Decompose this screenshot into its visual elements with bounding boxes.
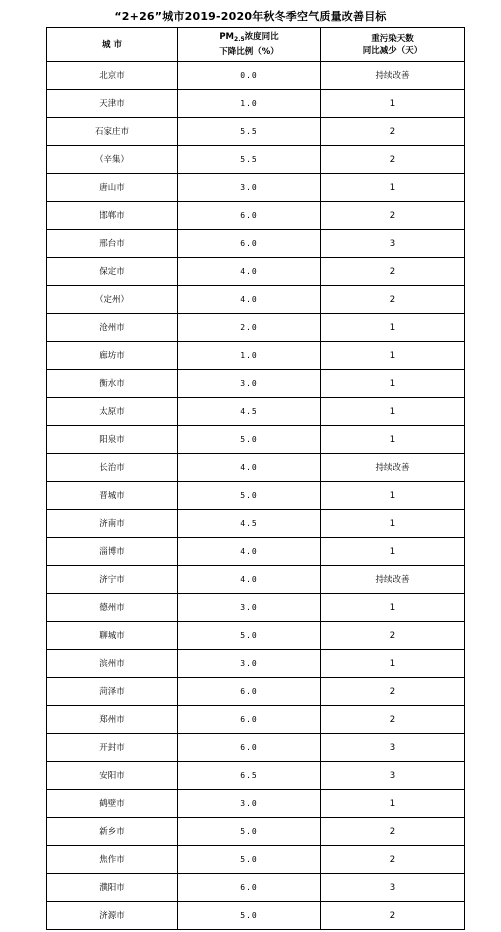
- targets-table: [46, 27, 465, 930]
- pm-reduction-cell: 1.0: [178, 90, 321, 118]
- pollution-days-cell: 1: [321, 538, 465, 566]
- header-pm-prefix: PM: [219, 32, 235, 42]
- pollution-days-cell: 1: [321, 510, 465, 538]
- city-cell: 沧州市: [47, 314, 178, 342]
- table-row: [47, 482, 465, 510]
- table-row: [47, 678, 465, 706]
- pm-reduction-cell: 5.0: [178, 622, 321, 650]
- table-row: [47, 230, 465, 258]
- table-row: [47, 706, 465, 734]
- header-pollution-days: [321, 28, 465, 62]
- pm-reduction-cell: 5.0: [178, 818, 321, 846]
- pollution-days-cell: 1: [321, 90, 465, 118]
- header-pm-suffix: 浓度同比: [244, 32, 279, 42]
- pollution-days-cell: 2: [321, 846, 465, 874]
- city-cell: 菏泽市: [47, 678, 178, 706]
- city-cell: 鹤壁市: [47, 790, 178, 818]
- pm-reduction-cell: 3.0: [178, 370, 321, 398]
- pollution-days-cell: 1: [321, 594, 465, 622]
- city-cell: 淄博市: [47, 538, 178, 566]
- table-row: [47, 762, 465, 790]
- pollution-days-cell: 1: [321, 650, 465, 678]
- city-cell: 济源市: [47, 902, 178, 930]
- pollution-days-cell: 2: [321, 622, 465, 650]
- pollution-days-cell: 3: [321, 762, 465, 790]
- table-row: [47, 174, 465, 202]
- pm-reduction-cell: 6.0: [178, 202, 321, 230]
- table-title: “2+26”城市2019-2020年秋冬季空气质量改善目标: [114, 10, 387, 23]
- table-row: [47, 818, 465, 846]
- pollution-days-cell: 1: [321, 790, 465, 818]
- table-row: [47, 902, 465, 930]
- pollution-days-cell: 1: [321, 482, 465, 510]
- table-row: [47, 62, 465, 90]
- table-row: [47, 454, 465, 482]
- city-cell: 北京市: [47, 62, 178, 90]
- pm-reduction-cell: 5.0: [178, 902, 321, 930]
- pm-reduction-cell: 3.0: [178, 790, 321, 818]
- pm-reduction-cell: 5.0: [178, 426, 321, 454]
- city-cell: （辛集）: [47, 146, 178, 174]
- pm-reduction-cell: 5.0: [178, 482, 321, 510]
- city-cell: 濮阳市: [47, 874, 178, 902]
- table-row: [47, 734, 465, 762]
- pm-reduction-cell: 4.0: [178, 538, 321, 566]
- city-cell: 长治市: [47, 454, 178, 482]
- pm-reduction-cell: 4.0: [178, 566, 321, 594]
- table-row: [47, 426, 465, 454]
- pollution-days-cell: 持续改善: [321, 62, 465, 90]
- header-pm-subscript: 2.5: [234, 36, 245, 43]
- pollution-days-cell: 1: [321, 426, 465, 454]
- city-cell: 晋城市: [47, 482, 178, 510]
- pollution-days-cell: 2: [321, 678, 465, 706]
- pollution-days-cell: 1: [321, 370, 465, 398]
- pm-reduction-cell: 6.0: [178, 230, 321, 258]
- pollution-days-cell: 1: [321, 174, 465, 202]
- header-days-line1: 重污染天数: [371, 33, 414, 44]
- pollution-days-cell: 持续改善: [321, 454, 465, 482]
- pm-reduction-cell: 5.5: [178, 146, 321, 174]
- pm-reduction-cell: 6.5: [178, 762, 321, 790]
- pollution-days-cell: 2: [321, 286, 465, 314]
- table-row: [47, 398, 465, 426]
- pollution-days-cell: 1: [321, 398, 465, 426]
- pollution-days-cell: 1: [321, 342, 465, 370]
- pm-reduction-cell: 6.0: [178, 678, 321, 706]
- table-row: [47, 146, 465, 174]
- pm-reduction-cell: 3.0: [178, 174, 321, 202]
- city-cell: 聊城市: [47, 622, 178, 650]
- pm-reduction-cell: 1.0: [178, 342, 321, 370]
- table-row: [47, 510, 465, 538]
- pollution-days-cell: 2: [321, 818, 465, 846]
- pm-reduction-cell: 3.0: [178, 594, 321, 622]
- city-cell: 太原市: [47, 398, 178, 426]
- city-cell: 郑州市: [47, 706, 178, 734]
- pollution-days-cell: 3: [321, 874, 465, 902]
- table-row: [47, 370, 465, 398]
- pollution-days-cell: 2: [321, 118, 465, 146]
- city-cell: 衡水市: [47, 370, 178, 398]
- city-cell: 廊坊市: [47, 342, 178, 370]
- header-city: 城 市: [47, 28, 178, 62]
- pollution-days-cell: 持续改善: [321, 566, 465, 594]
- city-cell: 济宁市: [47, 566, 178, 594]
- pollution-days-cell: 3: [321, 230, 465, 258]
- table-row: [47, 538, 465, 566]
- table-row: [47, 650, 465, 678]
- table-row: [47, 202, 465, 230]
- table-row: [47, 90, 465, 118]
- table-row: [47, 594, 465, 622]
- header-pm-line2: 下降比例（%）: [219, 47, 279, 57]
- pollution-days-cell: 2: [321, 706, 465, 734]
- pollution-days-cell: 1: [321, 314, 465, 342]
- table-row: [47, 258, 465, 286]
- table-row: [47, 566, 465, 594]
- table-row: [47, 874, 465, 902]
- city-cell: （定州）: [47, 286, 178, 314]
- pm-reduction-cell: 4.5: [178, 398, 321, 426]
- table-row: [47, 314, 465, 342]
- city-cell: 德州市: [47, 594, 178, 622]
- pollution-days-cell: 2: [321, 202, 465, 230]
- pm-reduction-cell: 5.0: [178, 846, 321, 874]
- city-cell: 阳泉市: [47, 426, 178, 454]
- table-body: [47, 62, 465, 930]
- table-row: [47, 118, 465, 146]
- city-cell: 天津市: [47, 90, 178, 118]
- pm-reduction-cell: 4.0: [178, 258, 321, 286]
- pm-reduction-cell: 2.0: [178, 314, 321, 342]
- header-days-line2: 同比减少（天）: [362, 45, 423, 56]
- table-row: [47, 790, 465, 818]
- table-header-row: [47, 28, 465, 62]
- pm-reduction-cell: 4.0: [178, 286, 321, 314]
- pollution-days-cell: 2: [321, 902, 465, 930]
- header-pm-reduction: [178, 28, 321, 62]
- pm-reduction-cell: 6.0: [178, 874, 321, 902]
- pollution-days-cell: 2: [321, 258, 465, 286]
- city-cell: 唐山市: [47, 174, 178, 202]
- city-cell: 石家庄市: [47, 118, 178, 146]
- pm-reduction-cell: 5.5: [178, 118, 321, 146]
- pm-reduction-cell: 4.5: [178, 510, 321, 538]
- pollution-days-cell: 3: [321, 734, 465, 762]
- city-cell: 邯郸市: [47, 202, 178, 230]
- city-cell: 安阳市: [47, 762, 178, 790]
- table-row: [47, 622, 465, 650]
- pm-reduction-cell: 6.0: [178, 706, 321, 734]
- city-cell: 新乡市: [47, 818, 178, 846]
- city-cell: 济南市: [47, 510, 178, 538]
- city-cell: 焦作市: [47, 846, 178, 874]
- table-row: [47, 286, 465, 314]
- pm-reduction-cell: 3.0: [178, 650, 321, 678]
- pm-reduction-cell: 0.0: [178, 62, 321, 90]
- table-row: [47, 342, 465, 370]
- pm-reduction-cell: 6.0: [178, 734, 321, 762]
- city-cell: 邢台市: [47, 230, 178, 258]
- pollution-days-cell: 2: [321, 146, 465, 174]
- pm-reduction-cell: 4.0: [178, 454, 321, 482]
- city-cell: 开封市: [47, 734, 178, 762]
- city-cell: 保定市: [47, 258, 178, 286]
- table-row: [47, 846, 465, 874]
- city-cell: 滨州市: [47, 650, 178, 678]
